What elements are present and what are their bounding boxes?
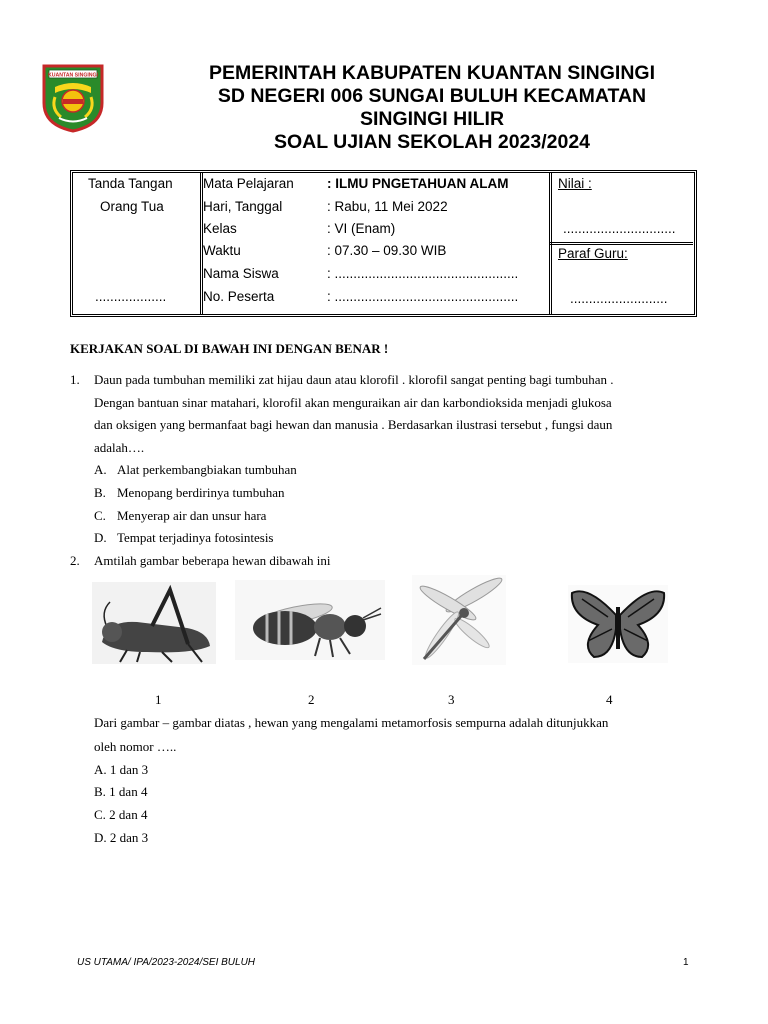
score-dots: .............................. [563,221,676,236]
q1-option-c-text: Menyerap air dan unsur hara [117,508,267,523]
question-1-line: dan oksigen yang bermanfaat bagi hewan dan manusia . Berdasarkan ilustrasi tersebut , fungsi daun [94,417,613,432]
logo-text: KUANTAN SINGINGI [47,72,99,79]
figure-label-3: 3 [448,692,455,707]
butterfly-image [568,585,668,663]
page-number: 1 [683,957,689,968]
field-value-subject: : ILMU PNGETAHUAN ALAM [327,176,509,191]
parent-signature-label-2: Orang Tua [100,199,164,214]
footer-doc-code: US UTAMA/ IPA/2023-2024/SEI BULUH [77,957,256,968]
q2-option-b: B. 1 dan 4 [94,784,148,799]
header-exam-title: SOAL UJIAN SEKOLAH 2023/2024 [273,131,591,153]
instruction-heading: KERJAKAN SOAL DI BAWAH INI DENGAN BENAR ! [70,341,389,356]
question-1-line: adalah…. [94,440,145,455]
grasshopper-image [92,582,216,664]
teacher-initial-label: Paraf Guru: [558,246,628,261]
question-1-line: Daun pada tumbuhan memiliki zat hijau daun atau klorofil . klorofil sangat penting bagi tumbuhan . [94,372,614,387]
district-logo [41,63,105,133]
question-2-line: oleh nomor ….. [94,739,177,754]
q1-option-a-letter: A. [94,462,107,477]
q1-option-d-text: Tempat terjadinya fotosintesis [117,530,274,545]
header-government: PEMERINTAH KABUPATEN KUANTAN SINGINGI [209,62,655,84]
field-label-date: Hari, Tanggal [203,199,283,214]
field-label-participant-no: No. Peserta [203,289,275,304]
question-1-line: Dengan bantuan sinar matahari, klorofil akan menguraikan air dan karbondioksida menjadi glukosa [94,395,612,410]
q1-option-d-letter: D. [94,530,107,545]
parent-signature-dots: ................... [95,289,167,304]
q1-option-a-text: Alat perkembangbiakan tumbuhan [117,462,297,477]
field-label-class: Kelas [203,221,237,236]
field-value-student-name: : ................................................. [327,266,519,281]
figure-label-4: 4 [606,692,613,707]
header-district: SINGINGI HILIR [359,108,505,130]
field-value-date: : Rabu, 11 Mei 2022 [327,199,448,214]
score-label: Nilai : [558,176,592,191]
field-value-participant-no: : ................................................. [327,289,519,304]
q1-option-b-letter: B. [94,485,106,500]
question-2-line: Dari gambar – gambar diatas , hewan yang mengalami metamorfosis sempurna adalah ditunjukkan [94,715,609,730]
field-label-subject: Mata Pelajaran [203,176,294,191]
bee-image [235,580,385,660]
header-school: SD NEGERI 006 SUNGAI BULUH KECAMATAN [217,85,647,107]
q2-option-a: A. 1 dan 3 [94,762,149,777]
field-value-class: : VI (Enam) [327,221,396,236]
field-label-student-name: Nama Siswa [203,266,279,281]
field-label-time: Waktu [203,243,241,258]
question-2-prompt: Amtilah gambar beberapa hewan dibawah ini [94,553,331,568]
parent-signature-label: Tanda Tangan [88,176,173,191]
q1-option-c-letter: C. [94,508,106,523]
q2-option-c: C. 2 dan 4 [94,807,148,822]
question-1-number: 1. [70,372,80,387]
question-2-number: 2. [70,553,80,568]
field-value-time: : 07.30 – 09.30 WIB [327,243,447,258]
teacher-initial-dots: .......................... [570,291,668,306]
figure-label-1: 1 [155,692,162,707]
dragonfly-image [412,575,506,665]
figure-label-2: 2 [308,692,315,707]
q2-option-d: D. 2 dan 3 [94,830,149,845]
student-info-box [70,170,697,317]
q1-option-b-text: Menopang berdirinya tumbuhan [117,485,285,500]
